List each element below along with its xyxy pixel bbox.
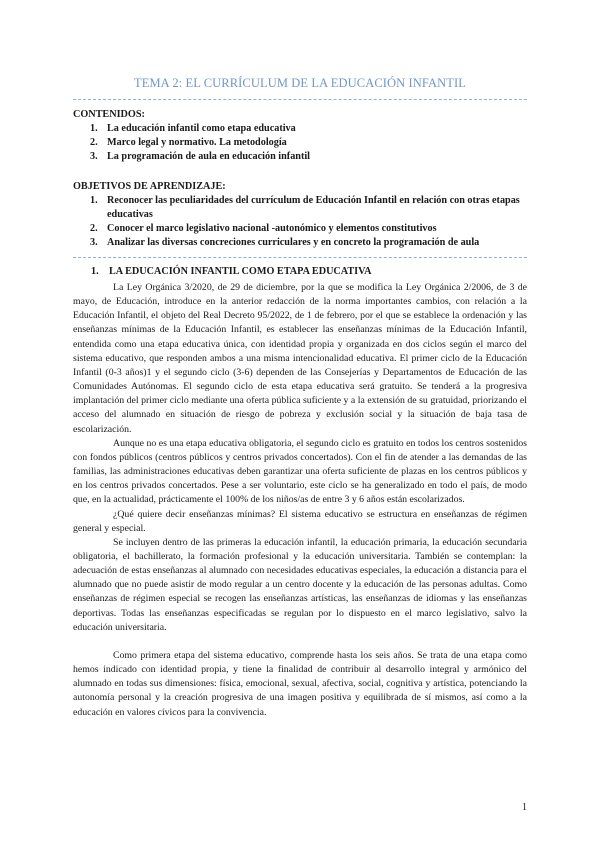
document-title: TEMA 2: EL CURRÍCULUM DE LA EDUCACIÓN INFANTIL — [133, 76, 467, 90]
contents-item: 1. La educación infantil como etapa educativa — [90, 122, 296, 134]
section-divider — [73, 257, 527, 258]
objectives-item: 2. Conocer el marco legislativo nacional -autonómico y elementos constitutivos — [90, 222, 437, 234]
section-heading: 1. LA EDUCACIÓN INFANTIL COMO ETAPA EDUCATIVA — [91, 266, 372, 277]
title-divider — [73, 99, 527, 100]
body-paragraph: Aunque no es una etapa educativa obligatoria, el segundo ciclo es gratuito en todos los centros sostenidos con fondos públicos (centros públicos y centros privados concertados). Con el fin de atender a las demandas de las familias, las administraciones educativas deben garantizar una oferta suficiente de plazas en los centros públicos y en los centros privados concertados. Pese a ser voluntario, este ciclo se ha generalizado en todo el país, de modo que, en la actualidad, prácticamente el 100% de los niños/as de entre 3 y 6 años están escolarizados. — [73, 437, 527, 506]
contents-item: 2. Marco legal y normativo. La metodología — [90, 136, 287, 148]
objectives-section — [73, 180, 527, 250]
body-paragraph: Como primera etapa del sistema educativo, comprende hasta los seis años. Se trata de una etapa como hemos indicado con identidad propia, y tiene la finalidad de contribuir al desarrollo integral y armónico del alumnado en todas sus dimensiones: física, emocional, sexual, afectiva, social, cognitiva y artística, potenciando la autonomía personal y la creación progresiva de una imagen positiva y equilibrada de sí mismos, así como a la educación en valores cívicos para la convivencia. — [73, 649, 527, 718]
objectives-item: 1. Reconocer las peculiaridades del currículum de Educación Infantil en relación con otras etapas educativas — [90, 194, 520, 220]
contents-section — [73, 108, 527, 164]
contents-list — [73, 122, 527, 164]
body-paragraph: Se incluyen dentro de las primeras la educación infantil, la educación primaria, la educación secundaria obligatoria, el bachillerato, la formación profesional y la educación universitaria. También se contemplan: la adecuación de estas enseñanzas al alumnado con necesidades educativas especiales, la educación a distancia para el alumnado que no puede asistir de modo regular a un centro docente y la educación de las personas adultas. Como enseñanzas de régimen especial se recogen las enseñanzas artísticas, las enseñanzas de idiomas y las enseñanzas deportivas. Todas las enseñanzas especificadas se regulan por lo dispuesto en el marco legislativo, salvo la educación universitaria. — [73, 536, 527, 633]
objectives-list — [73, 194, 527, 250]
contents-item: 3. La programación de aula en educación infantil — [90, 150, 311, 162]
body-paragraph: ¿Qué quiere decir enseñanzas mínimas? El sistema educativo se estructura en enseñanzas de régimen general y especial. — [73, 508, 527, 534]
body-paragraph: La Ley Orgánica 3/2020, de 29 de diciembre, por la que se modifica la Ley Orgánica 2/2006, de 3 de mayo, de Educación, introduce en la anterior redacción de la norma importantes cambios, con relación a la Educación Infantil, el objeto del Real Decreto 95/2022, de 1 de febrero, por el que se establece la ordenación y las enseñanzas mínimas de la Educación Infantil, es establecer las enseñanzas mínimas de la Educación Infantil, entendida como una etapa educativa única, con identidad propia y organizada en dos ciclos según el marco del sistema educativo, que responden ambos a una misma intencionalidad educativa. El primer ciclo de la Educación Infantil (0-3 años)1 y el segundo ciclo (3-6) dependen de las Consejerías y Departamentos de Educación de las Comunidades Autónomas. El segundo ciclo de esta etapa educativa será gratuito. Se tenderá a la progresiva implantación del primer ciclo mediante una oferta pública suficiente y a la extensión de su gratuidad, priorizando el acceso del alumnado en situación de riesgo de pobreza y exclusión social y la situación de baja tasa de escolarización. — [73, 282, 527, 435]
section-body — [73, 281, 527, 720]
objectives-heading: OBJETIVOS DE APRENDIZAJE: — [73, 181, 226, 192]
page-number: 1 — [522, 802, 527, 813]
contents-heading: CONTENIDOS: — [73, 109, 145, 120]
objectives-item: 3. Analizar las diversas concreciones curriculares y en concreto la programación de aula — [90, 236, 480, 248]
